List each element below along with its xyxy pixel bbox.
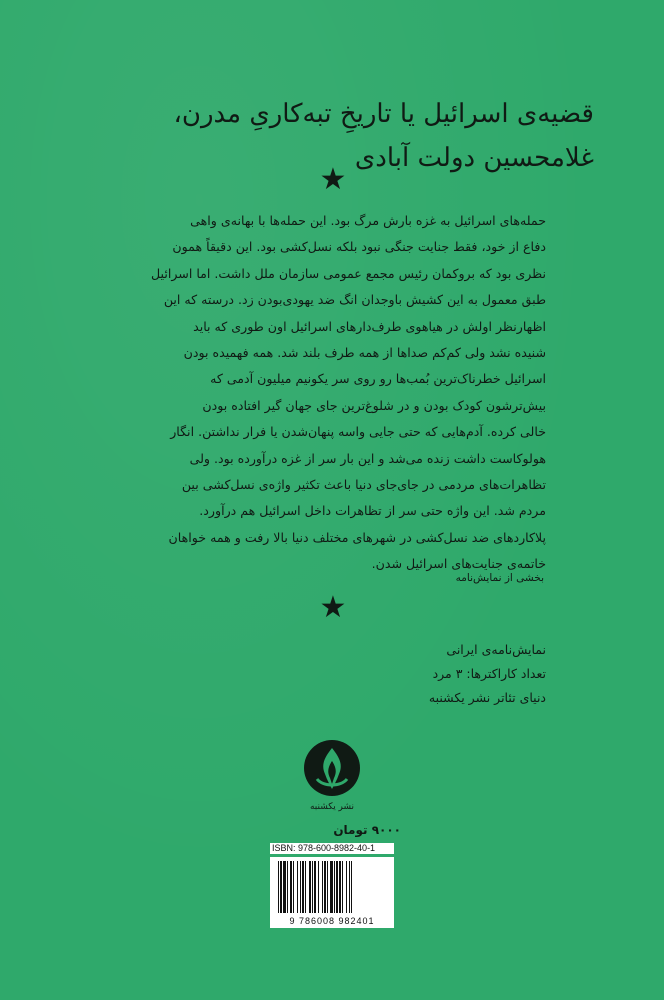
author-name: غلامحسین دولت آبادی [354,143,594,173]
barcode-bar [280,861,282,913]
barcode-bar [278,861,279,913]
barcode-bar [339,861,341,913]
barcode-bars [270,857,394,917]
star-icon: ★ [319,590,347,625]
series-name: دنیای تئاتر نشر یکشنبه [428,690,546,705]
genre-label: نمایش‌نامه‌ی ایرانی [446,642,546,657]
blurb-line: پلاکاردهای ضد نسل‌کشی در شهرهای مختلف دنیا بالا رفت و همه خواهان [168,529,546,545]
blurb-line: اسرائیل خطرناک‌ترین بُمب‌ها رو روی سر یکونیم میلیون آدمی که [210,371,546,387]
blurb-line: طبق معمول به این کشیش باوجدان انگ ضد یهودی‌بودن زد. درسته که این [163,292,546,308]
blurb-line: شنیده نشد ولی کم‌کم صداها از همه طرف بلند شد. همه فهمیده بودن [183,345,546,361]
barcode-bar [342,861,343,913]
blurb-line: نظری بود که بروکمان رئیس مجمع عمومی سازمان ملل داشت. اما اسرائیل [151,265,546,281]
barcode-bar [336,861,338,913]
barcode-bar [305,861,306,913]
barcode-bar [309,861,311,913]
characters-count: تعداد کاراکترها: ۳ مرد [432,666,546,681]
barcode-bar [346,861,347,913]
blurb-line: بیش‌ترشون کودک بودن و در شلوغ‌ترین جای جهان گیر افتاده بودن [202,397,546,413]
barcode-bar [314,861,316,913]
barcode-bar [327,861,328,913]
barcode-bar [287,861,288,913]
blurb-line: خالی کرده. آدم‌هایی که حتی جایی واسه پنهان‌شدن یا فرار نداشتن. انگار [170,424,546,440]
publisher-name: نشر یکشنبه [309,802,355,812]
title-line-1: قضیه‌ی اسرائیل یا تاریخِ تبه‌کاریِ مدرن، [173,99,594,129]
blurb-line: تظاهرات‌های مردمی در جای‌جای دنیا باعث تکثیر واژه‌ی نسل‌کشی بین [181,477,546,493]
barcode-bar [293,861,294,913]
book-info [429,638,546,710]
flame-logo-icon [303,739,361,797]
barcode-bar [283,861,286,913]
barcode-bar [351,861,352,913]
barcode-bar [297,861,298,913]
blurb-line: خاتمه‌ی جنایت‌های اسرائیل شدن. [371,556,546,572]
isbn-label: ISBN: 978-600-8982-40-1 [270,843,394,854]
blurb-line: هولوکاست داشت زنده می‌شد و این بار سر از غزه درآورده بود. ولی [189,450,546,466]
blurb-line: اظهارنظر اولش در هیاهوی طرف‌دارهای اسرائیل اون طوری که باید [193,318,546,334]
barcode-bar [334,861,335,913]
barcode-bar [302,861,304,913]
barcode-bar [349,861,350,913]
barcode-bar [322,861,323,913]
barcode-bar [312,861,313,913]
barcode-number: 9 786008 982401 [289,916,375,926]
price-label: ۹۰۰۰ تومان [333,823,401,837]
barcode-bar [330,861,333,913]
blurb-line: مردم شد. این واژه حتی سر از تظاهرات داخل اسرائیل هم درآورد. [199,503,546,519]
barcode-bar [290,861,292,913]
blurb-text [56,208,546,578]
star-icon: ★ [319,162,347,197]
excerpt-note: بخشی از نمایش‌نامه [455,572,544,584]
blurb-line: حمله‌های اسرائیل به غزه بارش مرگ بود. این حمله‌ها با بهانه‌ی واهی [190,213,546,228]
barcode-bar [300,861,301,913]
barcode-bar [318,861,319,913]
barcode-bar [324,861,326,913]
barcode [270,857,394,928]
blurb-line: دفاع از خود، فقط جنایت جنگی نبود بلکه نسل‌کشی بود. این دقیقاً همون [172,239,546,255]
